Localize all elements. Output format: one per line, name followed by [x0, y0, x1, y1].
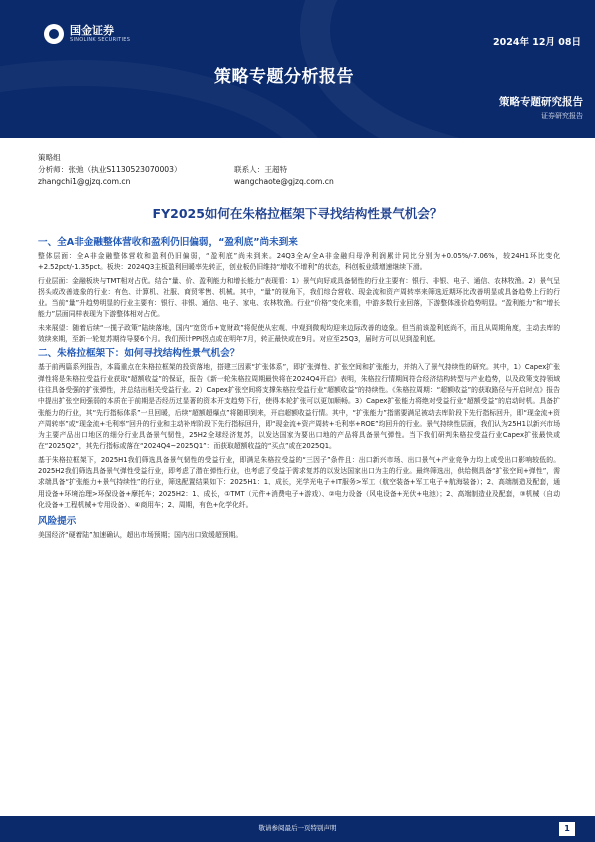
paragraph-outlook: 未来展望：随着后续“一揽子政策”陆续落地，国内“宽货币+宽财政”将促使从宏观、中观到微观均迎来边际改善的迹象。但当前该盈利底尚不，而且从周期角度，主动去库的效续来期，至新一轮复苏期待导要6个月。我们预计PPI拐点或在明年7月，转正最快或在9月。对应至25Q3，届时方可以见到盈利底。 [38, 323, 560, 344]
paragraph-overall: 整体层面：全A非金融整体营收和盈利仍旧偏弱，“盈利底”尚未到来。24Q3全A/全A非金融归母净利润累计同比分别为+0.05%/-7.06%，较24H1环比变化+2.52pct/-1.35pct。板块：2024Q3主板盈利回暖率先转正，创业板仍旧维持“增收不增利”的状态，科创板业绩增速继续下滑。 [38, 252, 560, 272]
header-banner [0, 0, 595, 138]
contact-name: 联系人：王超特 [234, 165, 288, 174]
report-body [38, 236, 560, 544]
analyst-email: zhangchi1@gjzq.com.cn [38, 177, 131, 186]
section-title-2: 二、朱格拉框架下：如何寻找结构性景气机会？ [38, 348, 240, 360]
analyst-name: 分析师：张弛（执业S1130523070003） [38, 165, 182, 174]
team-name: 策略组 [38, 153, 61, 162]
report-date: 2024年 12月 08日 [493, 37, 581, 48]
paragraph-risk: 美国经济“硬着陆”加速确认，超出市场预期；国内出口致缓超预期。 [38, 531, 243, 540]
document-title: FY2025如何在朱格拉框架下寻找结构性景气机会？ [152, 206, 443, 221]
report-label: 证券研究报告 [541, 112, 583, 120]
paragraph-industry: 行业层面：金融板块与TMT相对占优。结合“量、价、盈利能力和增长能力”表现看：1）景气向好或具备韧性的行业主要有：银行、非银、电子、通信、农林牧渔。2）景气呈拐头或改善迹象的行业：有色、计算机、社服、商贸零售、机械。其中，“量”的视角下，我们综合营收、现金流和资产周转率来筛选近期环比改善明显或具备趋势上行的行业。当前“量”升趋势明显的行业主要有：银行、非银、通信、电子、家电、农林牧渔。行业“价格”变化来看，中游多数行业回落，下游整体涨价趋势明显。“盈利能力”和“增长能力”层面同样表现为下游整体相对占优。 [38, 276, 560, 319]
page-number: 1 [559, 822, 575, 836]
logo-mark-icon [44, 24, 64, 44]
report-type-title: 策略专题分析报告 [214, 67, 354, 87]
author-info [38, 152, 558, 188]
footer-bar [0, 816, 595, 842]
section-title-risk: 风险提示 [38, 516, 77, 528]
report-category: 策略专题研究报告 [499, 96, 583, 108]
paragraph-framework: 基于前两篇系列报告，本篇重点在朱格拉框架的投资落地，搭建三因素“扩张体系”，即扩张弹性、扩张空间和扩张能力，并纳入了景气持续性的研究。其中，1）Capex扩张弹性将是朱格拉受益行业获取“超额收益”的保证，报告《新一轮朱格拉周期最快将在2024Q4开启》表明，朱格拉行情期间符合经济结构转型与产业趋势，以及政策支持领域往往具备受强的扩张弹性，并总结出相关受益行业。2）Capex扩张空间将支撑朱格拉受益行业“超额收益”的持续性。《朱格拉周期：“超额收益”的获取路径与开启时点》报告中提出扩张空间强弱的本质在于前期是否经历过显著的资本开支趋势下行，使得本轮扩张可以更加顺畅。3）Capex扩张能力将绝对受益行业“超额受益”的启动时机。具备扩张能力的行业，其“先行指标体系”一旦回暖，后续“超额超爆点”将随即到来，开启超额收益行情。其中，“扩张能力”指需要满足被动去库阶段下先行指标回升，即“现金流+资产周转率”或“现金流+毛利率”回升的行业和主动补库阶段下先行指标回升，即“现金流+资产周转+毛利率+ROE”均回升的行业。景气持续性层面，我们认为25H1以新兴市场为主要产品出口地区的细分行业具备景气韧性，25H2全球经济复苏，以发达国家为要出口地的产品将具备景气弹性。当下我们研判朱格拉受益行业Capex扩张最快或在“2025Q2”，其先行指标或落在“2024Q4~2025Q1”：而获取超额收益的“买点”或在2025Q1。 [38, 363, 560, 451]
disclaimer-note: 敬请参阅最后一页特别声明 [258, 824, 337, 832]
company-logo [44, 24, 130, 44]
contact-email: wangchaote@gjzq.com.cn [234, 177, 334, 186]
logo-name-en: SINOLINK SECURITIES [70, 36, 131, 43]
section-title-1: 一、全A非金融整体营收和盈利仍旧偏弱，“盈利底”尚未到来 [38, 237, 298, 248]
logo-name-cn: 国金证券 [70, 23, 114, 37]
paragraph-selection: 基于朱格拉框架下，2025H1我们筛选具备景气韧性的受益行业，即满足朱格拉受益的“三因子”条件且：出口新兴市场、出口景气+产业竞争力均上或受出口影响较低的。2025H2我们筛选具备景气弹性受益行业，即考虑了潜在弹性行业，也考虑了受益于需求复苏的以发达国家出口为主的行业。最终筛选出，供给侧具备“扩张空间+弹性”，需求端具备“扩张能力+景气持续性”的行业，筛选配置结果如下：2025H1：1、成长，光学光电子+IT服务>军工（航空装备+军工电子+航海装备）；2、高端制造及配套，通用设备+环境治理>环保设备+摩托车；2025H2：1、成长，①TMT（元件+消费电子+游戏）、②电力设备（风电设备+光伏+电池）；2、高端制造业及配套，③机械（自动化设备+工程机械+专用设备）、④商用车；2、周期，有色+化学化纤。 [38, 455, 560, 509]
